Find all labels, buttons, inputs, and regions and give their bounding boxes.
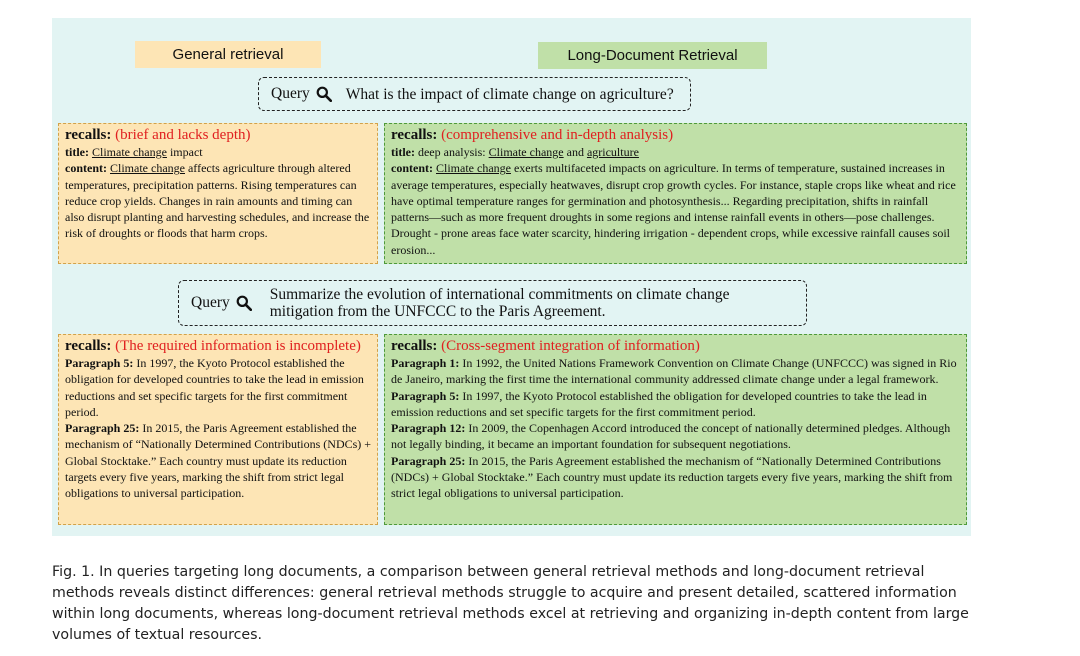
figure-panel	[52, 18, 971, 536]
recalls-heading: recalls: (comprehensive and in-depth analysis)	[391, 127, 674, 143]
recalls-note: (Cross-segment integration of information)	[441, 338, 700, 354]
query-text: Summarize the evolution of international commitments on climate change mitigation from the UNFCCC to the Paris Agreement.	[269, 286, 730, 320]
recalls-heading: recalls: (brief and lacks depth)	[65, 127, 251, 143]
recalls-note: (The required information is incomplete)	[115, 338, 361, 354]
recall-content: content: Climate change affects agriculture through altered temperatures, precipitation patterns. Rising temperatures can reduce crop yields. Changes in rain amounts and timing can also disrupt planting and harvesting schedules, and increase the risk of droughts or floods that harm crops.	[65, 161, 370, 241]
general-recall-box-2	[58, 334, 378, 525]
recall-paragraph: Paragraph 25: In 2015, the Paris Agreement established the mechanism of “Nationally Determined Contributions (NDCs) + Global Stocktake.” Each country must update its reduction targets every five years, marking the shift from strict legal obligations to universal participation.	[391, 453, 953, 501]
recalls-note: (comprehensive and in-depth analysis)	[441, 127, 674, 143]
recalls-heading: recalls: (The required information is incomplete)	[65, 338, 361, 354]
recall-paragraph: Paragraph 25: In 2015, the Paris Agreement established the mechanism of “Nationally Determined Contributions (NDCs) + Global Stocktake.” Each country must update its reduction targets every five years, marking the shift from strict legal obligations to universal participation.	[65, 421, 372, 501]
recalls-note: (brief and lacks depth)	[115, 127, 251, 143]
recall-paragraph: Paragraph 1: In 1992, the United Nations Framework Convention on Climate Change (UNFCCC) was signed in Rio de Janeiro, marking the first time the international community addressed climate change under a legal framework.	[391, 356, 957, 387]
recall-title: title: deep analysis: Climate change and agriculture	[391, 145, 639, 159]
long-document-retrieval-label: Long-Document Retrieval	[538, 42, 767, 69]
query-label: Query	[271, 85, 310, 102]
long-recall-box-2	[384, 334, 967, 525]
recall-content: content: Climate change exerts multifaceted impacts on agriculture. In terms of temperature, sustained increases in average temperatures, especially heatwaves, disrupt crop growth cycles. For instance, staple crops like wheat and rice have optimal temperature ranges for germination and photosynthesis... Regarding precipitation, shifts in rainfall patterns—such as more frequent droughts in some regions and intense rainfall events in others—pose challenges. Drought - prone areas face water scarcity, hindering irrigation - dependent crops, while excessive rainfall causes soil erosion...	[391, 161, 956, 257]
recall-paragraph: Paragraph 5: In 1997, the Kyoto Protocol established the obligation for developed countries to take the lead in emission reductions and set specific targets for the first commitment period.	[65, 356, 364, 419]
query-box-2	[178, 280, 807, 326]
general-retrieval-label: General retrieval	[135, 41, 321, 68]
recalls-heading: recalls: (Cross-segment integration of information)	[391, 338, 700, 354]
long-recall-box-1	[384, 123, 967, 264]
general-recall-box-1	[58, 123, 378, 264]
query-label: Query	[191, 294, 230, 311]
search-icon	[316, 86, 332, 102]
query-text: What is the impact of climate change on agriculture?	[345, 85, 674, 103]
recall-paragraph: Paragraph 12: In 2009, the Copenhagen Accord introduced the concept of nationally determined pledges. Although not legally binding, it became an important foundation for subsequent negotiations.	[391, 421, 951, 452]
query-box-1	[258, 77, 691, 111]
recall-title: title: Climate change impact	[65, 145, 203, 159]
recall-paragraph: Paragraph 5: In 1997, the Kyoto Protocol established the obligation for developed countries to take the lead in emission reductions and set specific targets for the first commitment period.	[391, 388, 927, 419]
figure-caption: Fig. 1. In queries targeting long documents, a comparison between general retrieval methods and long-document retrieval methods reveals distinct differences: general retrieval methods struggle to acquire and present detailed, scattered information within long documents, whereas long-document retrieval methods excel at retrieving and organizing in-depth content from large volumes of textual resources.	[52, 564, 969, 643]
search-icon	[236, 295, 252, 311]
